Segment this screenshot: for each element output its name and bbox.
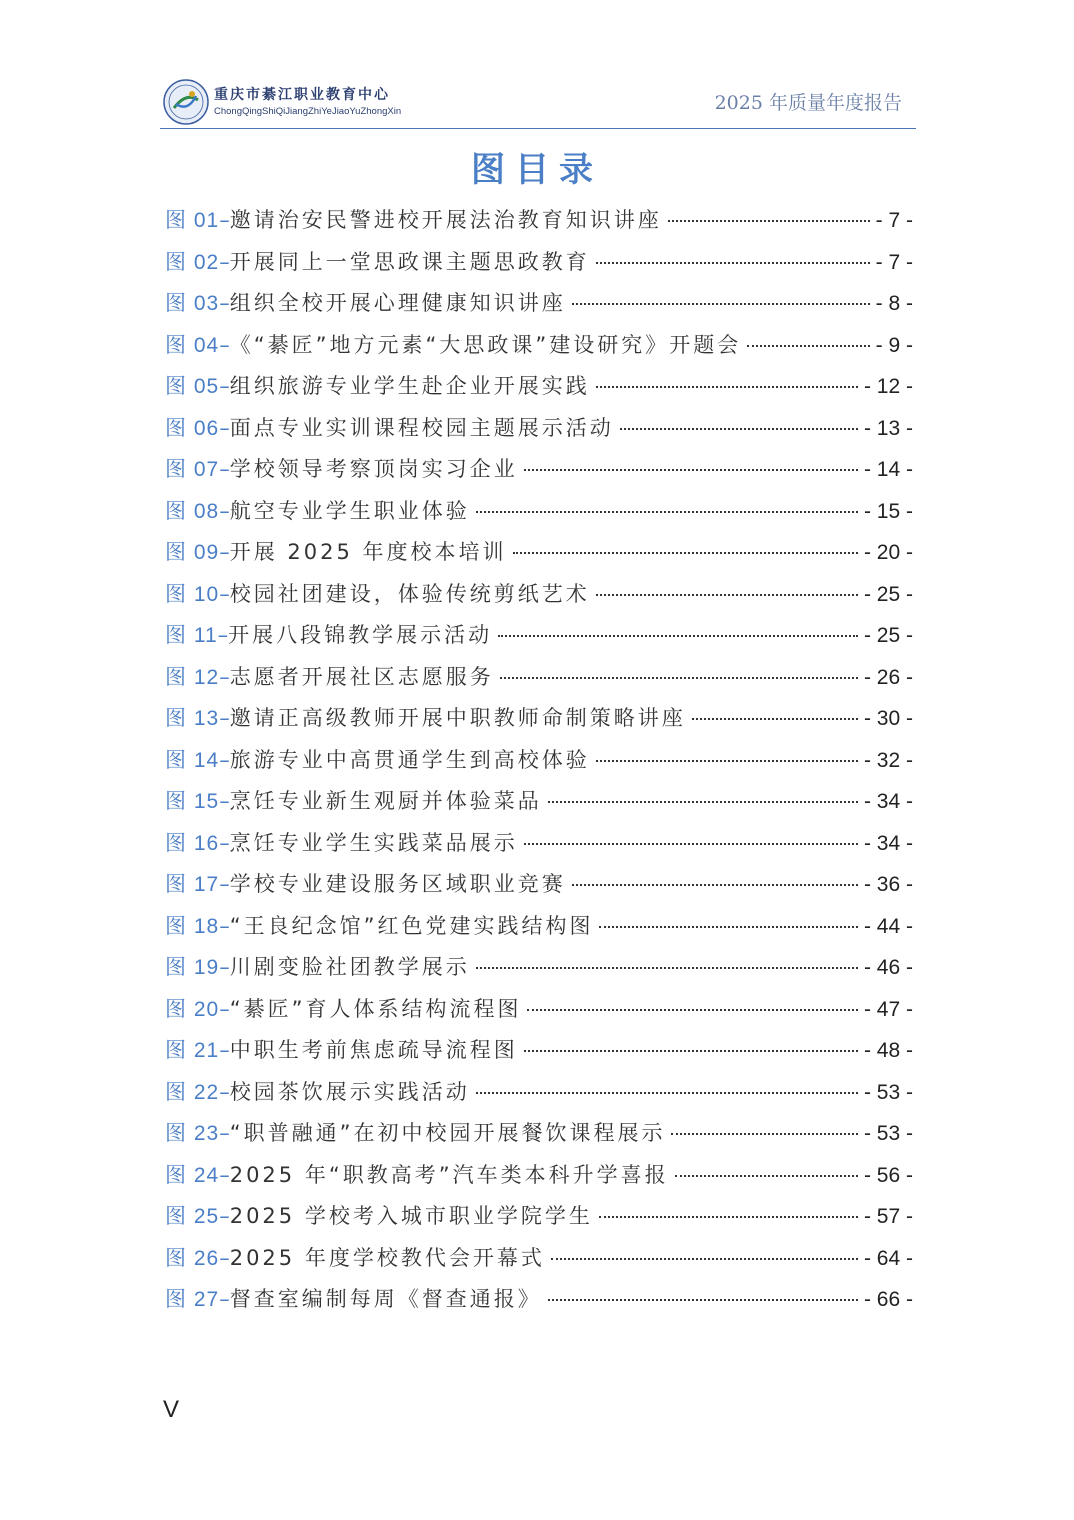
toc-entry[interactable] (165, 744, 913, 786)
toc-separator: – (219, 955, 230, 979)
toc-figure-label: 图 13 (165, 707, 220, 730)
toc-page-ref: - 46 - (863, 956, 913, 979)
toc-figure-label: 图 08 (165, 499, 220, 523)
toc-page-ref: - 56 - (863, 1163, 913, 1187)
school-logo-icon (162, 78, 210, 126)
toc-separator: – (219, 1038, 230, 1062)
toc-page-ref: - 66 - (863, 1288, 913, 1311)
toc-page-ref: - 32 - (863, 748, 913, 772)
page-number: V (163, 1396, 180, 1423)
toc-figure-label: 图 27 (165, 1288, 220, 1311)
toc-page-ref: - 26 - (863, 665, 913, 689)
toc-entry[interactable] (165, 329, 913, 371)
toc-figure-label: 图 01 (165, 209, 220, 232)
toc-figure-label: 图 25 (165, 1205, 220, 1228)
toc-figure-label: 图 16 (165, 831, 220, 855)
toc-separator: – (219, 1287, 230, 1311)
toc-separator: – (219, 498, 230, 523)
toc-entry[interactable] (165, 827, 913, 869)
toc-page-ref: - 34 - (863, 790, 913, 813)
toc-dot-leader (524, 1050, 858, 1052)
toc-separator: – (219, 830, 230, 855)
toc-figure-label: 图 09 (165, 541, 220, 564)
toc-entry-title: 邀请正高级教师开展中职教师命制策略讲座 (229, 706, 686, 730)
toc-figure-label: 图 22 (165, 1080, 220, 1104)
toc-page-ref: - 36 - (863, 873, 913, 896)
toc-dot-leader (476, 1092, 858, 1094)
toc-entry[interactable] (165, 1034, 913, 1076)
toc-page-ref: - 12 - (863, 375, 913, 398)
toc-entry-title: 督查室编制每周《督查通报》 (229, 1287, 542, 1311)
toc-entry-title: 中职生考前焦虑疏导流程图 (229, 1038, 518, 1062)
toc-entry[interactable] (165, 246, 913, 288)
toc-page-ref: - 44 - (863, 914, 913, 938)
toc-dot-leader (596, 262, 870, 264)
toc-entry-title: 烹饪专业学生实践菜品展示 (229, 830, 518, 855)
toc-page-ref: - 48 - (863, 1039, 913, 1062)
toc-figure-label: 图 03 (165, 292, 220, 315)
toc-entry[interactable] (165, 1117, 913, 1159)
toc-figure-label: 图 14 (165, 748, 220, 772)
toc-separator: – (219, 581, 230, 606)
toc-page-ref: - 53 - (863, 1122, 913, 1145)
toc-dot-leader (596, 760, 858, 762)
toc-dot-leader (675, 1175, 858, 1177)
toc-dot-leader (599, 926, 858, 928)
toc-separator: – (219, 664, 230, 689)
toc-dot-leader (692, 718, 858, 720)
toc-entry[interactable] (165, 536, 913, 578)
toc-entry-title: 学校专业建设服务区域职业竞赛 (229, 872, 566, 896)
toc-entry-title: 川剧变脸社团教学展示 (229, 955, 470, 979)
toc-dot-leader (620, 428, 858, 430)
toc-entry-title: 校园社团建设，体验传统剪纸艺术 (229, 581, 590, 606)
toc-entry-title: “职普融通”在初中校园开展餐饮课程展示 (229, 1121, 666, 1145)
toc-entry[interactable] (165, 453, 913, 495)
toc-entry[interactable] (165, 370, 913, 412)
toc-page-ref: - 14 - (863, 458, 913, 481)
toc-page-ref: - 25 - (863, 624, 913, 647)
toc-dot-leader (500, 677, 858, 679)
figure-toc-list (165, 204, 913, 1325)
toc-separator: – (219, 913, 230, 938)
toc-separator: – (219, 249, 230, 274)
toc-separator: – (219, 747, 230, 772)
toc-page-ref: - 64 - (863, 1246, 913, 1270)
toc-page-ref: - 57 - (863, 1205, 913, 1228)
toc-page-ref: - 34 - (863, 831, 913, 855)
toc-dot-leader (476, 511, 858, 513)
toc-separator: – (219, 457, 230, 481)
toc-entry[interactable] (165, 951, 913, 993)
report-title: 2025 年质量年度报告 (714, 92, 902, 114)
toc-entry-title: 校园茶饮展示实践活动 (229, 1079, 470, 1104)
toc-separator: – (219, 1079, 230, 1104)
toc-page-ref: - 25 - (863, 582, 913, 606)
toc-figure-label: 图 24 (165, 1163, 220, 1187)
toc-entry-title: 开展同上一堂思政课主题思政教育 (229, 249, 590, 274)
toc-page-ref: - 7 - (875, 250, 913, 274)
toc-separator: – (219, 872, 230, 896)
toc-figure-label: 图 26 (165, 1246, 220, 1270)
toc-figure-label: 图 07 (165, 458, 220, 481)
toc-entry-title: 烹饪专业新生观厨并体验菜品 (229, 789, 542, 813)
toc-dot-leader (572, 884, 858, 886)
toc-entry[interactable] (165, 702, 913, 744)
toc-entry-title: 组织旅游专业学生赴企业开展实践 (229, 374, 590, 398)
toc-page-ref: - 20 - (863, 541, 913, 564)
toc-page-ref: - 8 - (875, 292, 913, 315)
toc-entry[interactable] (165, 868, 913, 910)
toc-entry[interactable] (165, 578, 913, 620)
toc-separator: – (219, 706, 230, 730)
toc-separator: – (217, 623, 229, 647)
toc-entry[interactable] (165, 993, 913, 1035)
toc-figure-label: 图 06 (165, 416, 220, 440)
toc-entry[interactable] (165, 785, 913, 827)
toc-entry[interactable] (165, 1200, 913, 1242)
toc-figure-label: 图 15 (165, 790, 220, 813)
page-title: 图目录 (471, 150, 603, 190)
toc-separator: – (219, 1204, 230, 1228)
toc-entry[interactable] (165, 619, 913, 661)
toc-dot-leader (596, 386, 858, 388)
toc-page-ref: - 15 - (863, 499, 913, 523)
toc-entry-title: 《“綦匠”地方元素“大思政课”建设研究》开题会 (229, 332, 742, 357)
school-name-cn: 重庆市綦江职业教育中心 (214, 87, 390, 103)
toc-dot-leader (548, 1299, 858, 1301)
toc-entry-title: 航空专业学生职业体验 (229, 498, 470, 523)
toc-dot-leader (527, 1009, 858, 1011)
toc-separator: – (219, 540, 230, 564)
toc-entry-title: 旅游专业中高贯通学生到高校体验 (229, 747, 590, 772)
toc-figure-label: 图 04 (165, 333, 220, 357)
toc-dot-leader (551, 1258, 858, 1260)
toc-entry[interactable] (165, 661, 913, 703)
toc-page-ref: - 47 - (863, 997, 913, 1021)
toc-separator: – (219, 1162, 230, 1187)
toc-entry-title: “綦匠”育人体系结构流程图 (229, 996, 522, 1021)
toc-figure-label: 图 21 (165, 1039, 220, 1062)
toc-page-ref: - 13 - (863, 416, 913, 440)
toc-entry[interactable] (165, 495, 913, 537)
toc-entry-title: 开展八段锦教学展示活动 (228, 623, 493, 647)
toc-dot-leader (498, 635, 858, 637)
toc-figure-label: 图 17 (165, 873, 220, 896)
toc-figure-label: 图 12 (165, 665, 220, 689)
toc-entry-title: 开展 2025 年度校本培训 (229, 540, 507, 564)
toc-entry-title: 组织全校开展心理健康知识讲座 (229, 291, 566, 315)
toc-separator: – (219, 996, 230, 1021)
toc-entry[interactable] (165, 287, 913, 329)
toc-dot-leader (513, 552, 858, 554)
toc-entry-title: 学校领导考察顶岗实习企业 (229, 457, 518, 481)
toc-page-ref: - 9 - (875, 333, 913, 357)
toc-separator: – (219, 1245, 230, 1270)
toc-dot-leader (747, 345, 869, 347)
toc-figure-label: 图 18 (165, 914, 220, 938)
toc-entry[interactable] (165, 204, 913, 246)
toc-dot-leader (548, 801, 858, 803)
toc-figure-label: 图 05 (165, 375, 220, 398)
toc-entry-title: 面点专业实训课程校园主题展示活动 (229, 415, 614, 440)
toc-entry-title: 2025 学校考入城市职业学院学生 (229, 1204, 593, 1228)
toc-figure-label: 图 02 (165, 250, 220, 274)
toc-entry-title: 志愿者开展社区志愿服务 (229, 664, 494, 689)
toc-separator: – (219, 789, 230, 813)
toc-page-ref: - 30 - (863, 707, 913, 730)
toc-dot-leader (599, 1216, 858, 1218)
toc-separator: – (219, 1121, 230, 1145)
toc-entry[interactable] (165, 1076, 913, 1118)
toc-separator: – (219, 208, 230, 232)
toc-figure-label: 图 20 (165, 997, 220, 1021)
toc-separator: – (219, 291, 230, 315)
toc-page-ref: - 53 - (863, 1080, 913, 1104)
toc-figure-label: 图 11 (165, 624, 218, 647)
toc-entry[interactable] (165, 1242, 913, 1284)
toc-dot-leader (668, 220, 870, 222)
school-name (214, 84, 401, 117)
toc-dot-leader (671, 1133, 858, 1135)
toc-entry-title: “王良纪念馆”红色党建实践结构图 (229, 913, 594, 938)
toc-figure-label: 图 10 (165, 582, 220, 606)
page-header (160, 74, 916, 129)
toc-page-ref: - 7 - (875, 209, 913, 232)
toc-separator: – (219, 374, 230, 398)
toc-figure-label: 图 19 (165, 956, 220, 979)
toc-figure-label: 图 23 (165, 1122, 220, 1145)
toc-entry-title: 2025 年“职教高考”汽车类本科升学喜报 (229, 1162, 669, 1187)
toc-entry[interactable] (165, 1283, 913, 1325)
toc-separator: – (219, 332, 230, 357)
toc-dot-leader (524, 843, 858, 845)
toc-entry[interactable] (165, 910, 913, 952)
toc-dot-leader (476, 967, 858, 969)
toc-entry-title: 2025 年度学校教代会开幕式 (229, 1245, 545, 1270)
toc-entry[interactable] (165, 412, 913, 454)
toc-dot-leader (596, 594, 858, 596)
toc-entry[interactable] (165, 1159, 913, 1201)
toc-dot-leader (524, 469, 858, 471)
school-name-en: ChongQingShiQiJiangZhiYeJiaoYuZhongXin (214, 106, 402, 117)
toc-dot-leader (572, 303, 870, 305)
toc-separator: – (219, 415, 230, 440)
toc-entry-title: 邀请治安民警进校开展法治教育知识讲座 (229, 208, 662, 232)
